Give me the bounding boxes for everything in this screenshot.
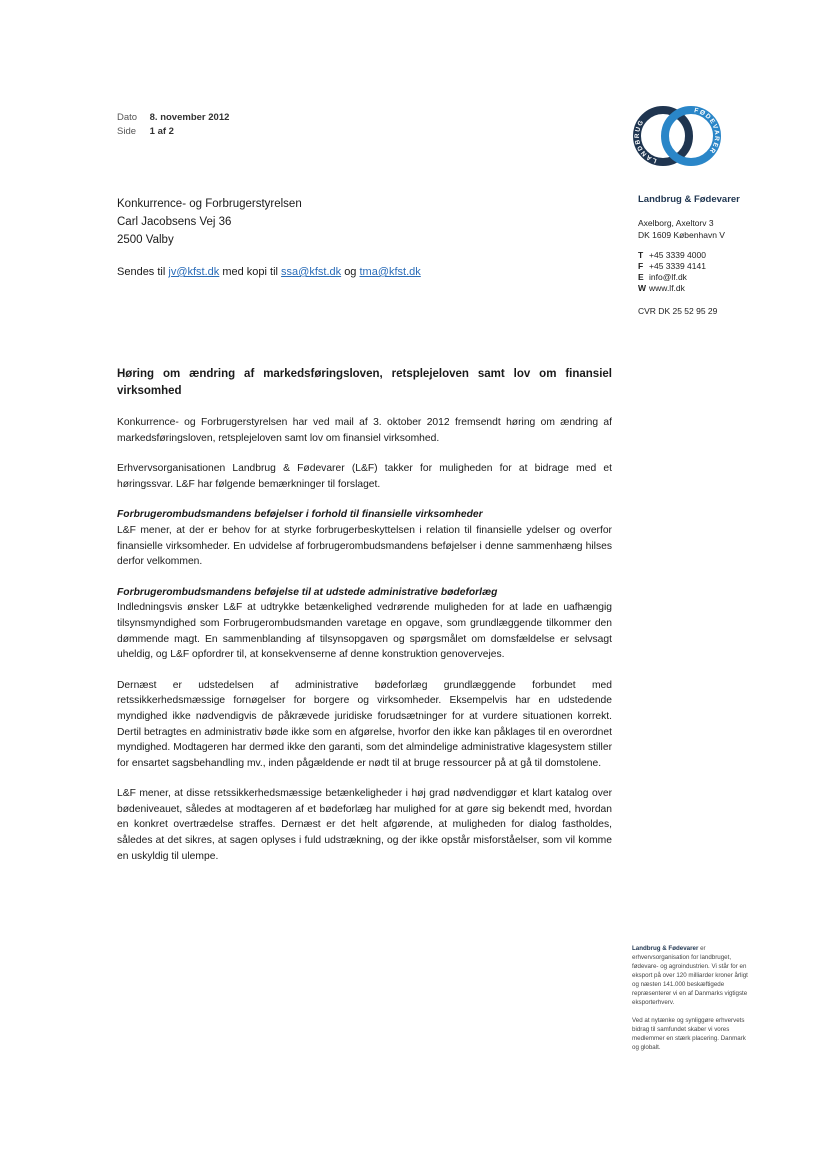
- letter-meta: [117, 111, 229, 139]
- page-row: [117, 125, 229, 139]
- date-label: Dato: [117, 112, 138, 123]
- organisation-description: [632, 944, 752, 1061]
- email-link-jv[interactable]: jv@kfst.dk: [168, 266, 220, 278]
- recipient-line2: Carl Jacobsens Vej 36: [117, 216, 232, 228]
- letter-heading: Høring om ændring af markedsføringsloven, retsplejeloven samt lov om finansiel virksomhed: [117, 368, 612, 397]
- date-value: 8. november 2012: [149, 112, 230, 123]
- section-financial-title: Forbrugerombudsmandens beføjelser i forhold til finansielle virksomheder: [117, 509, 483, 521]
- email-link-tma[interactable]: tma@kfst.dk: [359, 266, 421, 278]
- sender-address-line2: DK 1609 København V: [638, 230, 725, 240]
- sender-contacts: [638, 250, 706, 294]
- section-fines-title: Forbrugerombudsmandens beføjelse til at udstede administrative bødeforlæg: [117, 586, 498, 598]
- recipient-address: [117, 195, 302, 249]
- sender-address: [638, 217, 725, 241]
- send-to-prefix: Sendes til: [117, 266, 166, 278]
- paragraph-legal-concerns: Dernæst er udstedelsen af administrative bødeforlæg grundlæggende forbundet med retssikkerhedsmæssige fornøgelser for borgere og virksomheder. Eksempelvis har en udstedende myndighed ikke nødvendigvis de påkrævede juridiske forudsætninger for at vurdere situationen korrekt. Dertil betragtes en administrativ bøde ikke som en afgørelse, hvorfor den ikke kan påklages til en overordnet myndighed. Modtageren har dermed ikke den garanti, som det almindelige administrative klagesystem stiller for ensartet sagsbehandling mv., inden pågældende er nødt til at bruge ressourcer på at gå til domstolene.: [117, 679, 612, 769]
- send-to-copy-label: med kopi til: [222, 266, 278, 278]
- section-fines: [117, 585, 612, 663]
- organisation-description-p1: Landbrug & Fødevarer er erhvervsorganisation for landbruget, fødevare- og agroindustrien. Vi står for en eksport på over 120 milliarder kroner årligt og næsten 141.000 beskæftigede repræsenterer vi en af Danmarks vigtigste eksporterhverv.: [632, 945, 748, 1006]
- sender-name: Landbrug & Fødevarer: [638, 194, 740, 205]
- page-value: 1 af 2: [149, 126, 174, 137]
- section-fines-text: Indledningsvis ønsker L&F at udtrykke betænkelighed vedrørende muligheden for at lade en uafhængig tilsynsmyndighed som Forbrugerombudsmanden varetage en opgave, som grundlæggende tilkommer den dømmende magt. En sammenblanding af tilsynsopgaven og spørgsmålet om domsfældelse er selvsagt uheldig, og L&F opfordrer til, at konsekvenserne af denne konstruktion genovervejes.: [117, 602, 612, 661]
- organisation-description-p2: Ved at nytænke og synliggøre erhvervets bidrag til samfundet skaber vi vores medlemmer en stærk placering. Danmark og globalt.: [632, 1017, 746, 1051]
- recipient-line3: 2500 Valby: [117, 234, 174, 246]
- sender-cvr: CVR DK 25 52 95 29: [638, 306, 718, 316]
- letter-body: [117, 366, 612, 879]
- landbrug-foedevarer-logo: [633, 102, 721, 172]
- page-label: Side: [117, 126, 137, 137]
- paragraph-fine-catalog: L&F mener, at disse retssikkerhedsmæssige betænkeligheder i høj grad nødvendiggør et klart katalog over bødeniveauet, således at modtageren af et bødeforlæg har mulighed for at gøre sig bekendt med, hvordan en konkret overtrædelse straffes. Dernæst er det helt afgørende, at muligheden for dialog fastholdes, således at det sikres, at sagen oplyses i fuld udstrækning, og der ikke opstår misforståelser, som vil komme en uskyldig til ulempe.: [117, 788, 612, 862]
- logo-left-text: LANDBRUG: [633, 118, 658, 165]
- recipient-line1: Konkurrence- og Forbrugerstyrelsen: [117, 198, 302, 210]
- logo-right-text: FØDEVARER: [693, 107, 721, 156]
- send-to-and: og: [344, 266, 357, 278]
- section-financial: [117, 507, 612, 569]
- date-row: [117, 111, 229, 125]
- send-to-line: [117, 266, 421, 278]
- contact-web: W www.lf.dk: [638, 283, 685, 293]
- contact-fax: F +45 3339 4141: [638, 261, 706, 271]
- email-link-ssa[interactable]: ssa@kfst.dk: [281, 266, 342, 278]
- section-financial-text: L&F mener, at der er behov for at styrke forbrugerbeskyttelsen i relation til finansielle ydelser og overfor finansielle virksomheder. En udvidelse af forbrugerombudsmandens beføjelser i denne sammenhæng hilses derfor velkommen.: [117, 524, 612, 568]
- paragraph-intro: Konkurrence- og Forbrugerstyrelsen har ved mail af 3. oktober 2012 fremsendt høring om ændring af markedsføringsloven, retsplejeloven samt lov om finansiel virksomhed.: [117, 417, 612, 444]
- contact-phone: T +45 3339 4000: [638, 250, 706, 260]
- paragraph-thanks: Erhvervsorganisationen Landbrug & Fødevarer (L&F) takker for muligheden for at bidrage med et høringssvar. L&F har følgende bemærkninger til forslaget.: [117, 463, 612, 490]
- organisation-brand: Landbrug & Fødevarer: [632, 945, 699, 952]
- sender-address-line1: Axelborg, Axeltorv 3: [638, 218, 714, 228]
- contact-email: E info@lf.dk: [638, 272, 687, 282]
